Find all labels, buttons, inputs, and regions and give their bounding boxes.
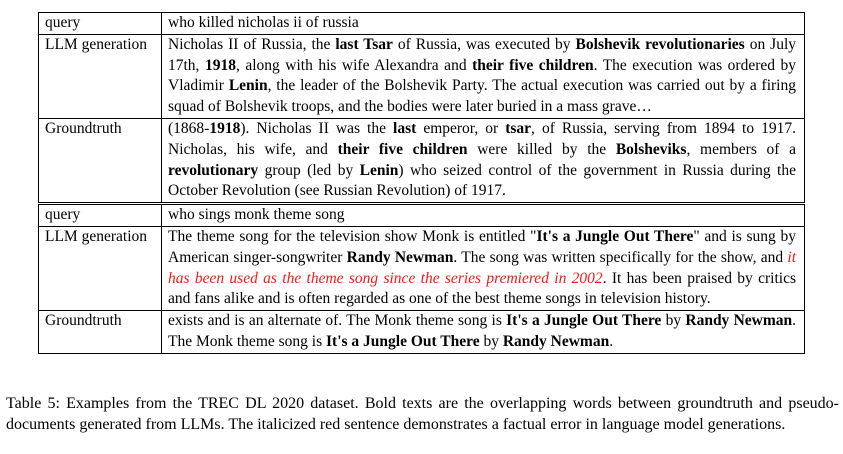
llm-generation-text (162, 226, 805, 310)
examples-table (38, 12, 805, 354)
row-label: LLM generation (39, 226, 162, 310)
plain-text: were killed by the (467, 140, 616, 158)
overlap-bold-text: Lenin (359, 161, 399, 179)
overlap-bold-text: revolutionary (168, 161, 259, 179)
overlap-bold-text: Randy Newman (346, 248, 454, 266)
plain-text: . It has been praised by critics and fans alike and is often regarded as one of the best theme songs in television history. (168, 269, 796, 308)
plain-text: . The execution was ordered by Vladimir (168, 56, 797, 95)
plain-text: ) who seized control of the government in Russia during the October Revolution (see Russian Revolution) of 1917. (168, 161, 796, 200)
overlap-bold-text: It's a Jungle Out There (506, 312, 662, 330)
plain-text: group (led by (258, 161, 360, 179)
plain-text: . (609, 332, 614, 350)
overlap-bold-text: 1918 (204, 56, 236, 74)
examples-table-container (38, 12, 805, 354)
overlap-bold-text: It's a Jungle Out There (326, 332, 480, 350)
plain-text: emperor, or (416, 119, 506, 137)
table-row (39, 311, 805, 354)
plain-text: , the leader of the Bolshevik Party. The actual execution was carried out by a firing squad of Bolshevik troops, and the bodies were later buried in a mass grave… (168, 77, 796, 116)
query-text: who killed nicholas ii of russia (162, 13, 805, 35)
overlap-bold-text: Randy Newman (502, 332, 610, 350)
plain-text: Nicholas II of Russia, the (168, 35, 336, 53)
overlap-bold-text: last (393, 119, 417, 137)
row-label: query (39, 13, 162, 35)
table-row (39, 34, 805, 118)
overlap-bold-text: It's a Jungle Out There (536, 227, 694, 245)
row-label: Groundtruth (39, 118, 162, 203)
plain-text: , members of a (686, 140, 797, 158)
row-label: query (39, 204, 162, 227)
overlap-bold-text: their five children (337, 140, 468, 158)
overlap-bold-text: last Tsar (335, 35, 393, 53)
overlap-bold-text: 1918 (209, 119, 241, 137)
plain-text: ). Nicholas II was the (240, 119, 394, 137)
plain-text: of Russia, was executed by (392, 35, 576, 53)
plain-text: , along with his wife Alexandra and (235, 56, 473, 74)
row-label: LLM generation (39, 34, 162, 118)
overlap-bold-text: Bolshevik revolutionaries (575, 35, 745, 53)
table-row (39, 13, 805, 35)
plain-text: by (479, 332, 503, 350)
llm-generation-text (162, 34, 805, 118)
plain-text: by (661, 312, 686, 330)
plain-text: , of Russia, serving from 1894 to 1917. Nicholas, his wife, and (168, 119, 796, 158)
table-row (39, 204, 805, 227)
plain-text: exists and is an alternate of. The Monk theme song is (168, 312, 507, 330)
groundtruth-text (162, 311, 805, 354)
factual-error-text: it has been used as the theme song since the series premiered in 2002 (168, 248, 797, 287)
overlap-bold-text: tsar (505, 119, 532, 137)
plain-text: . The Monk theme song is (168, 312, 797, 350)
plain-text: . The song was written specifically for the show, and (453, 248, 788, 266)
table-caption: Table 5: Examples from the TREC DL 2020 dataset. Bold texts are the overlapping words between groundtruth and pseudo-documents generated from LLMs. The italicized red sentence demonstrates a factual error in language model generations. (6, 395, 839, 433)
overlap-bold-text: Lenin (228, 77, 268, 95)
row-label: Groundtruth (39, 311, 162, 354)
table-row (39, 118, 805, 203)
query-text: who sings monk theme song (162, 204, 805, 227)
overlap-bold-text: Bolsheviks (615, 140, 687, 158)
plain-text: " and is sung by American singer-songwriter (168, 227, 797, 266)
overlap-bold-text: their five children (472, 56, 594, 74)
overlap-bold-text: Randy Newman (685, 312, 793, 330)
plain-text: The theme song for the television show Monk is entitled " (168, 227, 537, 245)
table-row (39, 226, 805, 310)
plain-text: (1868- (168, 119, 210, 137)
plain-text: on July 17th, (168, 35, 797, 74)
groundtruth-text (162, 118, 805, 203)
